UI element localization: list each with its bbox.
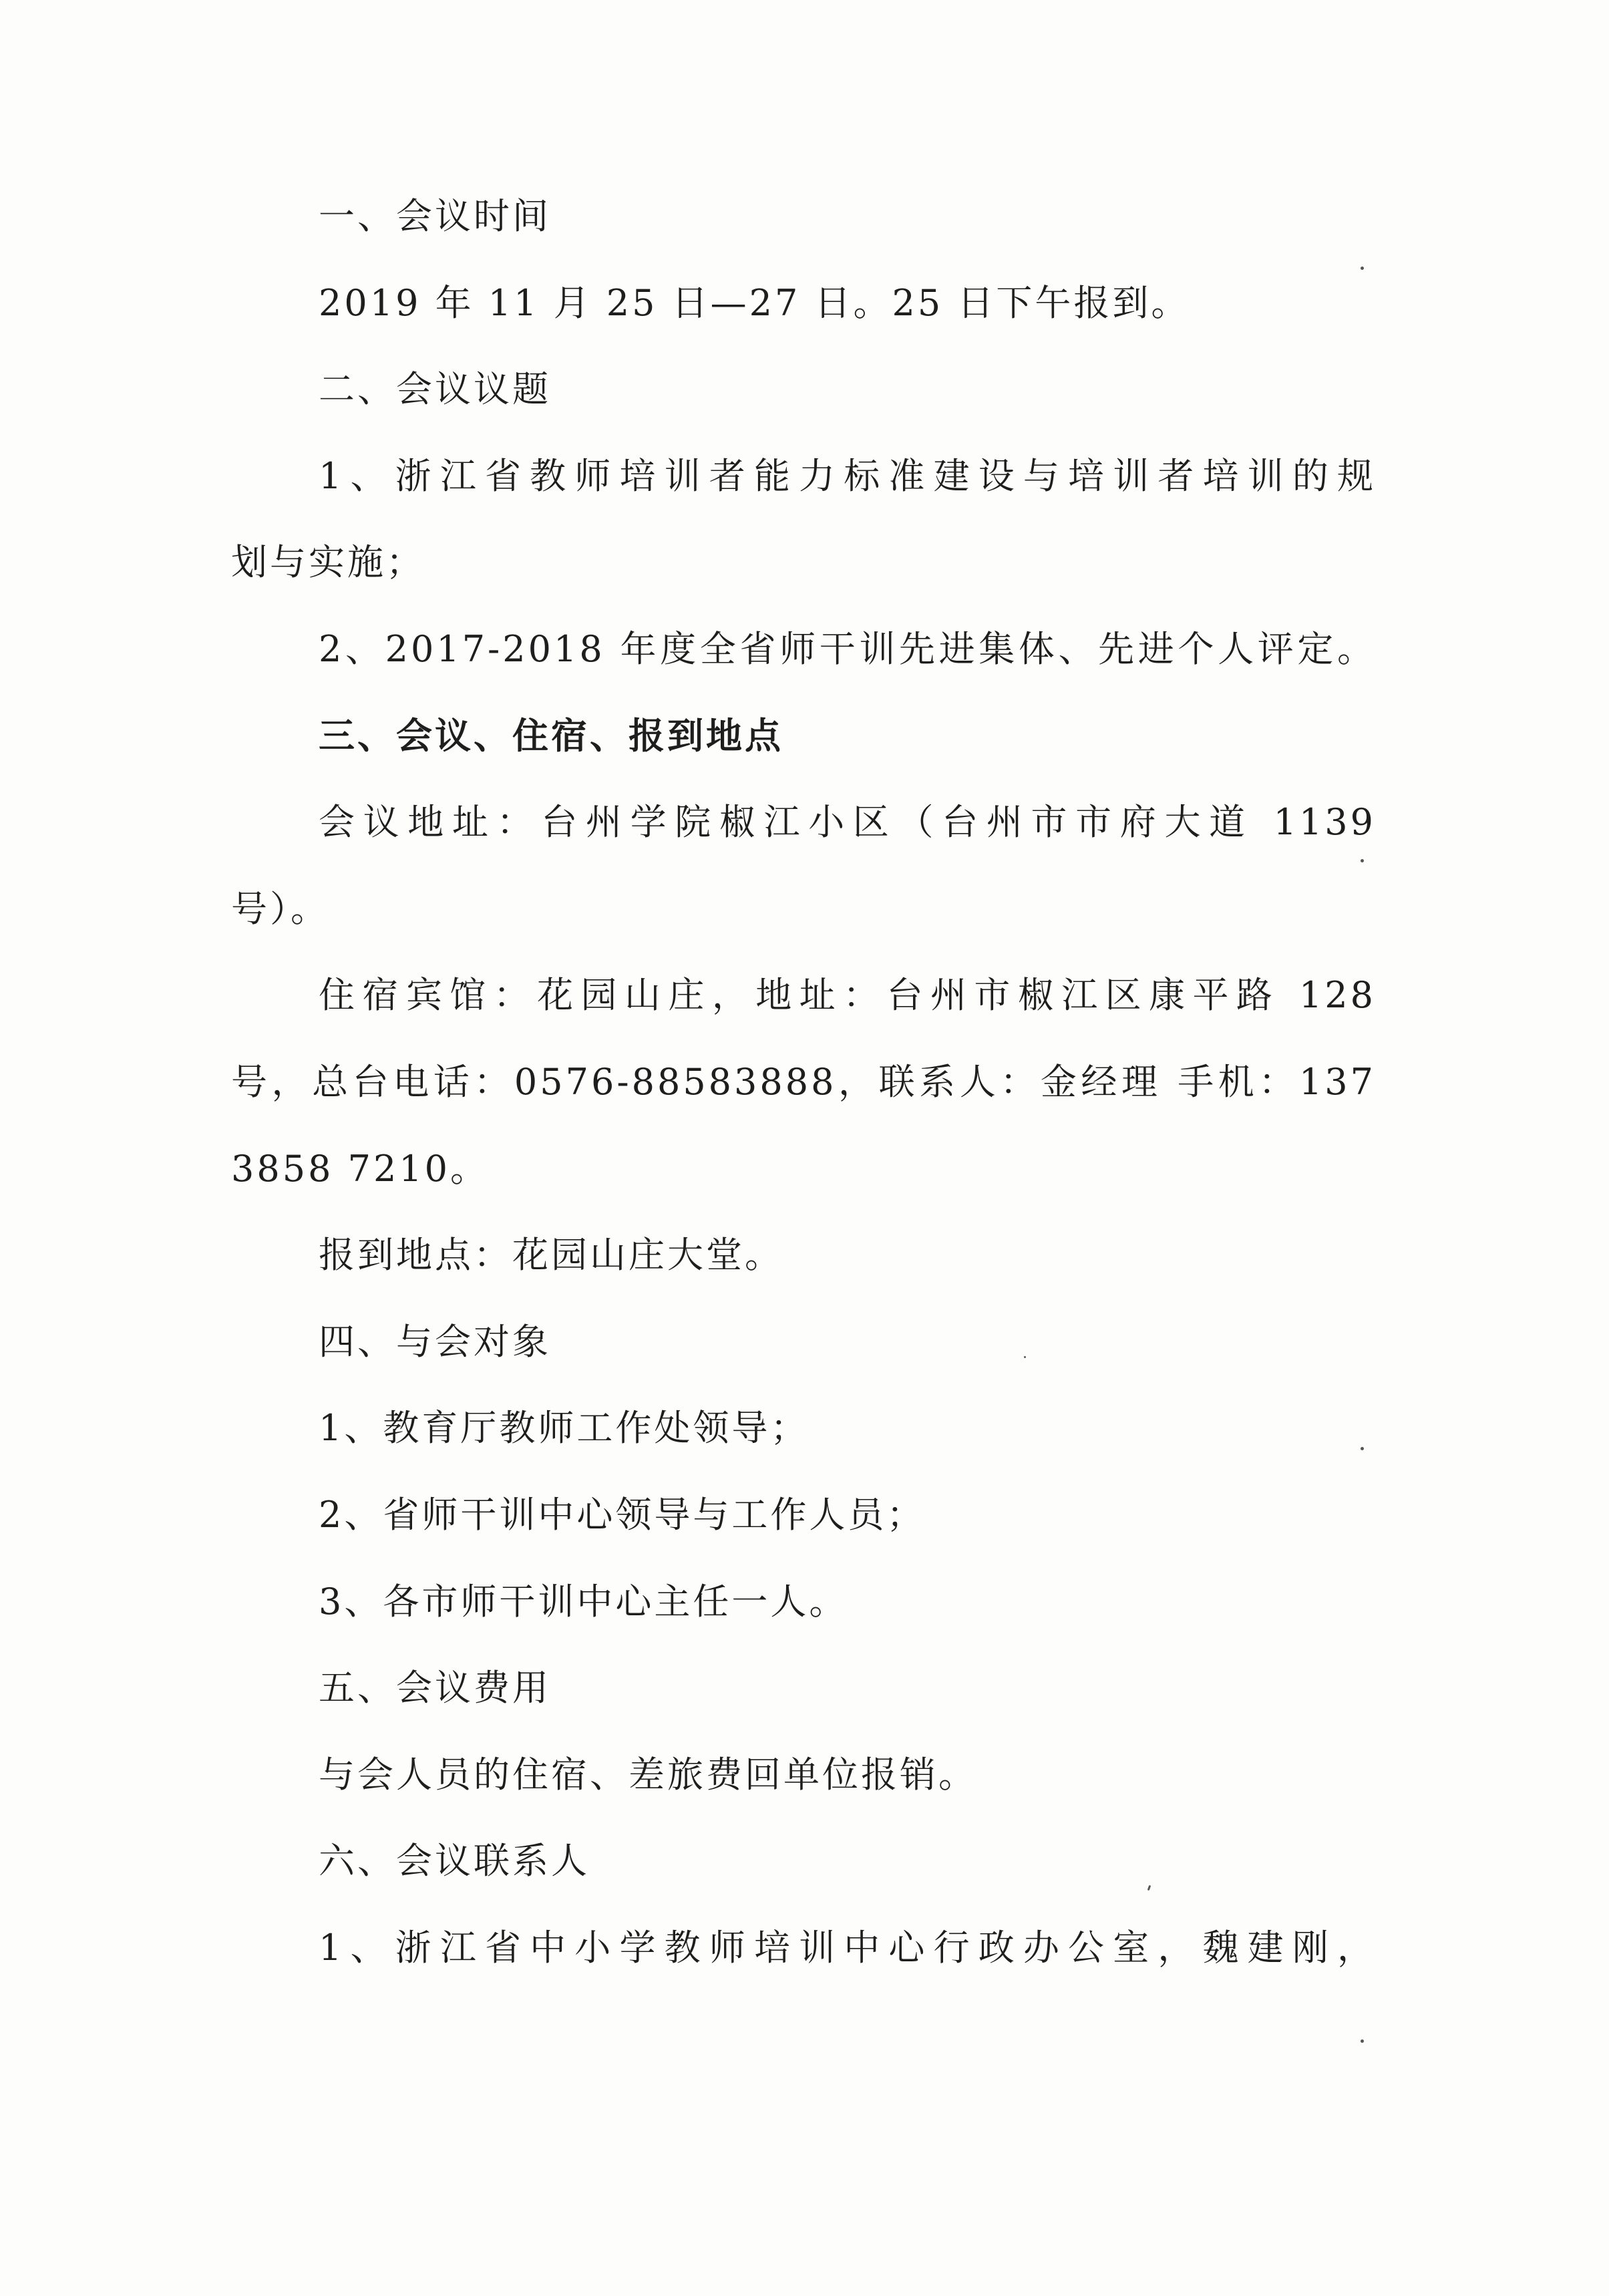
paragraph-line: 住宿宾馆：花园山庄，地址：台州市椒江区康平路 128 [319, 974, 1376, 1017]
paragraph-line: 2、省师干训中心领导与工作人员； [319, 1493, 926, 1536]
paragraph-line: 划与实施； [231, 541, 425, 584]
paragraph-line: 会议地址：台州学院椒江小区（台州市市府大道 1139 [319, 801, 1376, 844]
section-heading-meeting-topics: 二、会议议题 [319, 368, 551, 411]
paragraph-line: 号）。 [231, 887, 329, 930]
section-heading-meeting-time: 一、会议时间 [319, 195, 551, 237]
scan-speck [1024, 1356, 1026, 1358]
paragraph-line: 号，总台电话：0576-88583888，联系人：金经理 手机：137 [231, 1060, 1376, 1103]
scan-speck [1361, 267, 1364, 270]
section-heading-fees: 五、会议费用 [319, 1667, 551, 1709]
paragraph-line: 1、浙江省中小学教师培训中心行政办公室，魏建刚， [319, 1926, 1376, 1969]
paragraph-line: 2019 年 11 月 25 日—27 日。25 日下午报到。 [319, 281, 1190, 324]
section-heading-attendees: 四、与会对象 [319, 1320, 551, 1363]
paragraph-line: 2、2017-2018 年度全省师干训先进集体、先进个人评定。 [319, 627, 1376, 670]
section-heading-venue: 三、会议、住宿、报到地点 [319, 713, 783, 757]
scan-speck [1361, 859, 1364, 862]
scan-speck [1361, 1447, 1364, 1450]
paragraph-line: 1、教育厅教师工作处领导； [319, 1407, 810, 1450]
paragraph-line: 3、各市师干训中心主任一人。 [319, 1580, 848, 1623]
paragraph-line: 3858 7210。 [231, 1147, 490, 1190]
paragraph-line: 1、浙江省教师培训者能力标准建设与培训者培训的规 [319, 454, 1376, 497]
paragraph-line: 与会人员的住宿、差旅费回单位报销。 [319, 1753, 977, 1796]
section-heading-contacts: 六、会议联系人 [319, 1840, 590, 1882]
paragraph-line: 报到地点：花园山庄大堂。 [319, 1234, 783, 1277]
scan-speck [1361, 2039, 1364, 2043]
